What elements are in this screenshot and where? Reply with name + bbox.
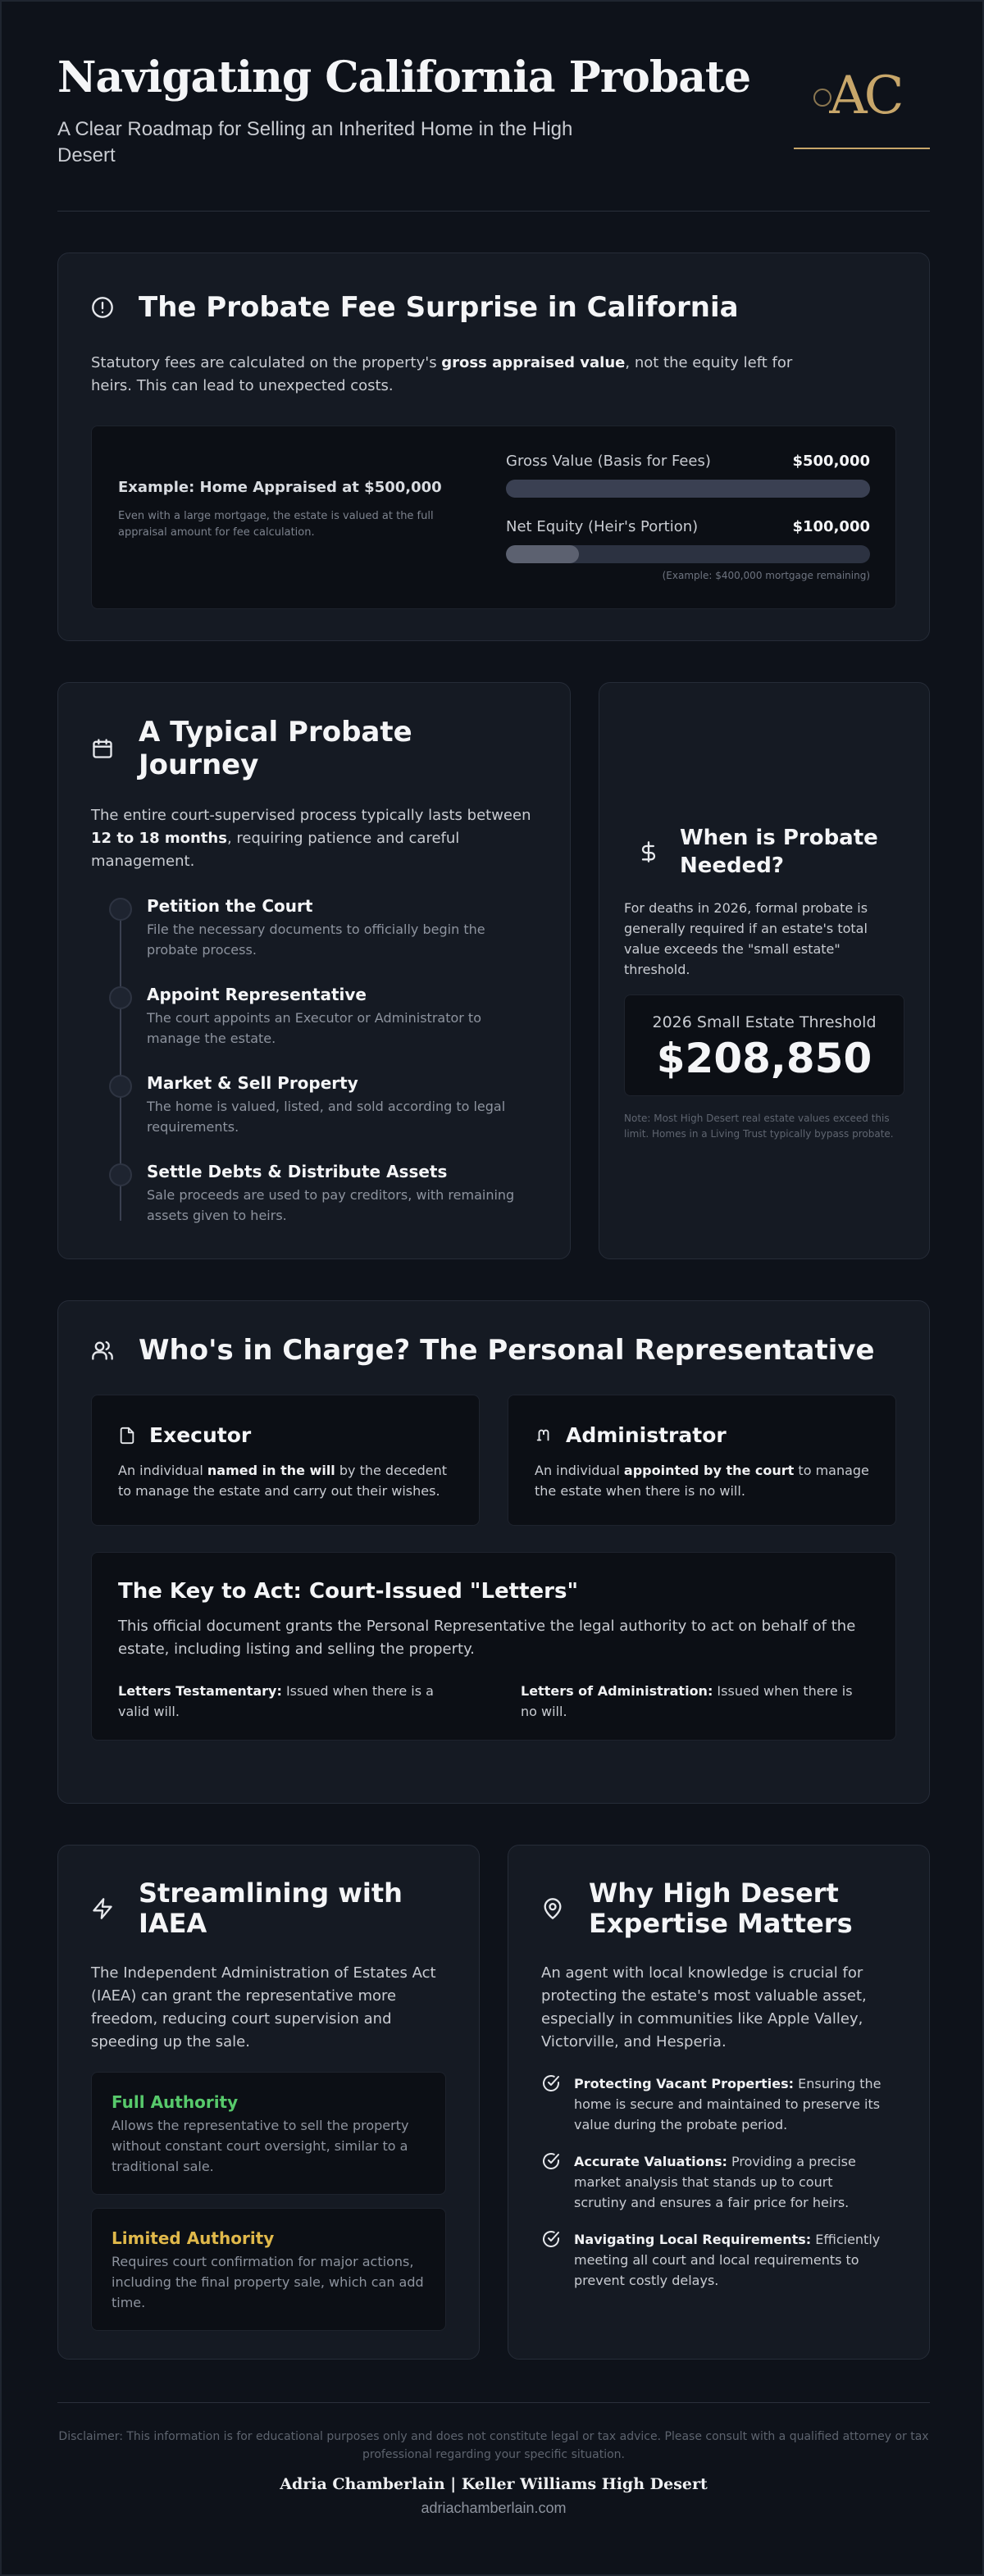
- logo-monogram: AC: [829, 66, 901, 126]
- representative-types: [91, 1395, 896, 1526]
- administrator-title: Administrator: [566, 1423, 727, 1447]
- expertise-item-detail: Ensuring the home is secure and maintained to preserve its value during the probate period.: [574, 2076, 882, 2132]
- iaea-card-body: The Independent Administration of Estates Act (IAEA) can grant the representative more freedom, reducing court supervision and speeding up the sale.: [91, 1964, 436, 2050]
- executor-description: [118, 1460, 453, 1501]
- step-title: Appoint Representative: [147, 985, 367, 1004]
- gross-value-amount: $500,000: [792, 453, 870, 470]
- letters-testamentary-text: Issued when there is a valid will.: [118, 1683, 434, 1719]
- fee-card-title: The Probate Fee Surprise in California: [139, 291, 739, 324]
- high-desert-card: [508, 1845, 930, 2360]
- fee-intro-text: Statutory fees are calculated on the property's: [91, 354, 442, 371]
- step-description: The court appoints an Executor or Administrator to manage the estate.: [147, 1010, 481, 1046]
- who-card-title: Who's in Charge? The Personal Representative: [139, 1334, 875, 1367]
- logo-emblem: [813, 89, 831, 107]
- desert-card-title: Why High Desert Expertise Matters: [589, 1877, 853, 1939]
- header: [57, 2, 930, 212]
- full-authority-panel: [91, 2072, 446, 2195]
- timeline-dot: [109, 1163, 132, 1186]
- timeline-step: [91, 985, 537, 1054]
- personal-representative-card: [57, 1300, 930, 1804]
- list-item: [541, 2229, 896, 2291]
- gross-value-bar-group: [506, 453, 870, 498]
- expertise-item-detail: Efficiently meeting all court and local requirements to prevent costly delays.: [574, 2232, 881, 2288]
- disclaimer: Disclaimer: This information is for educational purposes only and does not constitute legal or tax advice. Please consult with a qualified attorney or tax professional regarding your specific situation.: [58, 2430, 929, 2461]
- check-circle-icon: [541, 2229, 561, 2249]
- step-description: The home is valued, listed, and sold according to legal requirements.: [147, 1099, 506, 1135]
- timeline-step: [91, 896, 537, 965]
- lightning-icon: [91, 1897, 114, 1920]
- executor-title: Executor: [149, 1423, 252, 1447]
- when-probate-card: [599, 682, 930, 1259]
- logo-underline: [794, 148, 930, 149]
- timeline-dot: [109, 898, 132, 921]
- timeline-step: [91, 1073, 537, 1142]
- check-circle-icon: [541, 2073, 561, 2093]
- equity-bar-track: [506, 545, 870, 563]
- desert-card-header: [541, 1878, 896, 1939]
- list-item: [541, 2073, 896, 2135]
- footer: [57, 2402, 930, 2517]
- when-card-header: [624, 824, 904, 880]
- letters-title: The Key to Act: Court-Issued "Letters": [118, 1579, 579, 1604]
- dollar-sign-icon: [637, 840, 660, 863]
- document-icon: [118, 1427, 136, 1445]
- list-item: [541, 2151, 896, 2213]
- letters-testamentary: [118, 1681, 467, 1722]
- threshold-panel: [624, 994, 904, 1096]
- expertise-item-detail: Providing a precise market analysis that stands up to court scrutiny and ensures a fair price for heirs.: [574, 2154, 856, 2210]
- equity-label: Net Equity (Heir's Portion): [506, 518, 699, 535]
- administrator-header: [535, 1423, 869, 1447]
- executor-panel: [91, 1395, 480, 1526]
- letters-body: This official document grants the Personal Representative the legal authority to act on behalf of the estate, including listing and selling the property.: [118, 1618, 856, 1658]
- administrator-description: [535, 1460, 869, 1501]
- gross-value-label-row: [506, 453, 870, 470]
- administrator-emphasis: appointed by the court: [623, 1463, 795, 1478]
- step-title: Market & Sell Property: [147, 1073, 358, 1093]
- letters-types: [118, 1681, 869, 1722]
- who-card-header: [91, 1334, 896, 1367]
- probate-journey-card: [57, 682, 571, 1259]
- executor-emphasis: named in the will: [207, 1463, 335, 1478]
- executor-text-end: by the decedent to manage the estate and carry out their wishes.: [118, 1463, 447, 1499]
- letters-panel: [91, 1552, 896, 1741]
- gross-value-bar-track: [506, 480, 870, 498]
- expertise-item-text: [574, 2151, 886, 2213]
- fee-surprise-card: [57, 253, 930, 641]
- desert-card-body: An agent with local knowledge is crucial for protecting the estate's most valuable asset, especially in communities like Apple Valley, Victorville, and Hesperia.: [541, 1964, 867, 2050]
- equity-amount: $100,000: [792, 518, 870, 535]
- check-circle-icon: [541, 2151, 561, 2171]
- page: [2, 2, 984, 2576]
- equity-caption: (Example: $400,000 mortgage remaining): [662, 570, 870, 581]
- equity-label-row: [506, 518, 870, 535]
- iaea-card: [57, 1845, 480, 2360]
- page-subtitle: A Clear Roadmap for Selling an Inherited Home in the High Desert: [57, 118, 573, 166]
- full-authority-description: Allows the representative to sell the property without constant court oversight, similar to a traditional sale.: [112, 2118, 409, 2174]
- step-title: Settle Debts & Distribute Assets: [147, 1162, 448, 1181]
- letters-administration-label: Letters of Administration:: [521, 1683, 713, 1699]
- fee-example-panel: [91, 426, 896, 609]
- journey-intro: [91, 804, 537, 873]
- expertise-list: [541, 2073, 896, 2291]
- journey-card-title: A Typical Probate Journey: [139, 716, 412, 781]
- equity-bar-fill: [506, 545, 579, 563]
- limited-authority-panel: [91, 2208, 446, 2331]
- calendar-icon: [91, 737, 114, 760]
- when-card-body: For deaths in 2026, formal probate is generally required if an estate's total value exceeds the "small estate" threshold.: [624, 900, 868, 977]
- fee-intro-text-end: , not the equity left for heirs. This can lead to unexpected costs.: [91, 354, 793, 394]
- step-title: Petition the Court: [147, 896, 313, 916]
- letters-testamentary-label: Letters Testamentary:: [118, 1683, 282, 1699]
- expertise-item-label: Accurate Valuations:: [574, 2154, 727, 2169]
- gross-value-bar-fill: [506, 480, 870, 498]
- expertise-item-label: Navigating Local Requirements:: [574, 2232, 812, 2247]
- example-title: Example: Home Appraised at $500,000: [118, 479, 442, 496]
- gavel-icon: [535, 1427, 553, 1445]
- expertise-item-text: [574, 2073, 886, 2135]
- alert-circle-icon: [91, 296, 114, 319]
- administrator-panel: [508, 1395, 896, 1526]
- administrator-text: An individual: [535, 1463, 624, 1478]
- step-description: Sale proceeds are used to pay creditors, with remaining assets given to heirs.: [147, 1187, 515, 1223]
- equity-bar-group: [506, 518, 870, 581]
- executor-text: An individual: [118, 1463, 207, 1478]
- journey-intro-emphasis: 12 to 18 months: [91, 830, 227, 847]
- timeline-dot: [109, 986, 132, 1009]
- fee-card-intro: [91, 352, 813, 398]
- executor-header: [118, 1423, 453, 1447]
- iaea-card-header: [91, 1878, 446, 1939]
- limited-authority-description: Requires court confirmation for major actions, including the final property sale, which can add time.: [112, 2254, 424, 2310]
- threshold-note: Note: Most High Desert real estate values exceed this limit. Homes in a Living Trust typically bypass probate.: [624, 1113, 894, 1140]
- administrator-text-end: to manage the estate when there is no will.: [535, 1463, 869, 1499]
- page-title: Navigating California Probate: [57, 52, 751, 102]
- timeline-step: [91, 1162, 537, 1231]
- journey-row: [57, 682, 930, 1259]
- step-description: File the necessary documents to officially begin the probate process.: [147, 922, 485, 958]
- when-card-title: When is Probate Needed?: [680, 826, 878, 878]
- bottom-row: [57, 1845, 930, 2360]
- fee-intro-emphasis: gross appraised value: [441, 354, 626, 371]
- example-note: Even with a large mortgage, the estate is valued at the full appraisal amount for fee calculation.: [118, 510, 434, 539]
- letters-administration-text: Issued when there is no will.: [521, 1683, 853, 1719]
- journey-card-header: [91, 716, 537, 781]
- expertise-item-label: Protecting Vacant Properties:: [574, 2076, 795, 2091]
- journey-intro-text-end: , requiring patience and careful management.: [91, 830, 460, 870]
- agent-name: Adria Chamberlain | Keller Williams High Desert: [280, 2475, 708, 2493]
- journey-timeline: [91, 896, 537, 1231]
- expertise-item-text: [574, 2229, 886, 2291]
- users-icon: [91, 1339, 114, 1362]
- map-pin-icon: [541, 1897, 564, 1920]
- letters-administration: [521, 1681, 869, 1722]
- website-link[interactable]: adriachamberlain.com: [421, 2500, 567, 2516]
- threshold-value: $208,850: [656, 1035, 872, 1082]
- timeline-dot: [109, 1075, 132, 1098]
- brand-logo: [794, 66, 930, 152]
- threshold-label: 2026 Small Estate Threshold: [652, 1013, 877, 1031]
- gross-value-label: Gross Value (Basis for Fees): [506, 453, 711, 470]
- limited-authority-title: Limited Authority: [112, 2228, 275, 2248]
- iaea-card-title: Streamlining with IAEA: [139, 1877, 403, 1939]
- full-authority-title: Full Authority: [112, 2092, 239, 2112]
- fee-card-header: [91, 291, 896, 324]
- journey-intro-text: The entire court-supervised process typically lasts between: [91, 807, 531, 824]
